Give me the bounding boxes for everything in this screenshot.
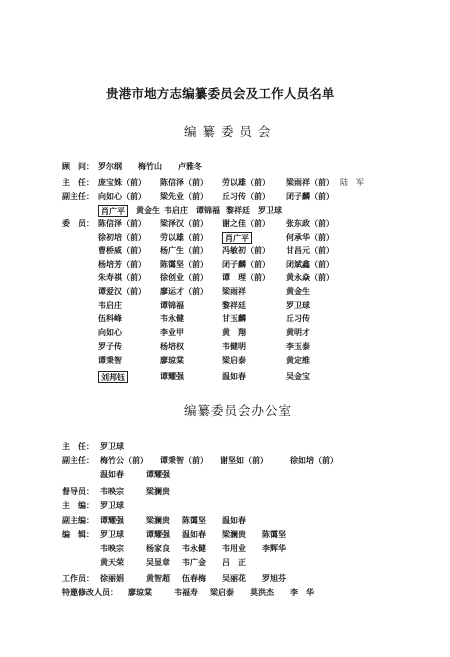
committee-member-name: 伍科峰 xyxy=(98,313,122,323)
committee-member-name: 劳以雄（前） xyxy=(222,177,270,187)
committee-member-name: 谢之佳（前） xyxy=(222,218,270,228)
committee-member-name: 杨培权 xyxy=(160,341,184,351)
committee-member-name: 吴金宝 xyxy=(286,371,310,381)
office-member-name: 谭秉智（前） xyxy=(160,455,208,465)
committee-member-name: 李业甲 xyxy=(160,327,184,337)
office-member-name: 徐丽娟 xyxy=(100,573,124,583)
committee-member-name: 闭斌鑫（前） xyxy=(286,259,334,269)
committee-member-name: 徐创业（前） xyxy=(160,272,208,282)
committee-member-name: 丘习传 xyxy=(286,313,310,323)
committee-member-name: 韦永健 xyxy=(160,313,184,323)
office-member-name: 谢坚如（前） xyxy=(220,455,268,465)
office-member-name: 陈霭坚 xyxy=(182,515,206,525)
committee-member-name: 罗卫球 xyxy=(258,205,282,215)
office-member-name: 梁启泰 xyxy=(210,587,234,597)
committee-member-name: 韦启庄 xyxy=(164,205,188,215)
committee-member-name: 徐初培（前） xyxy=(98,232,146,242)
committee-member-name: 杨培芳（前） xyxy=(98,259,146,269)
committee-member-name: 肖广平 xyxy=(98,205,128,217)
committee-member-name: 陈信泽（前） xyxy=(160,177,208,187)
committee-member-name: 罗尔纲 xyxy=(98,161,122,171)
office-member-name: 谭耀强 xyxy=(146,469,170,479)
committee-member-name: 黎祥廷 xyxy=(222,300,246,310)
office-member-name: 韦广金 xyxy=(182,557,206,567)
committee-member-name: 闭子麟（前） xyxy=(222,259,270,269)
committee-member-name: 陈信泽（前） xyxy=(98,218,146,228)
committee-member-name: 罗子传 xyxy=(98,341,122,351)
committee-member-name: 向如心（前） xyxy=(98,191,146,201)
committee-row-extra: 陆 军 xyxy=(340,178,364,187)
committee-heading: 编 纂 委 员 会 xyxy=(184,124,272,139)
office-member-name: 伍春梅 xyxy=(182,573,206,583)
committee-member-name: 梅竹山 xyxy=(138,161,162,171)
office-row-label: 主 任： xyxy=(62,441,94,451)
committee-member-name: 庞宝姝（前） xyxy=(98,177,146,187)
committee-member-name: 韦启庄 xyxy=(98,300,122,310)
committee-member-name: 冯敏初（前） xyxy=(222,245,270,255)
committee-member-name: 廖运才（前） xyxy=(160,286,208,296)
committee-member-name: 丘习传（前） xyxy=(222,191,270,201)
office-member-name: 罗旭芬 xyxy=(262,573,286,583)
office-member-name: 韦用业 xyxy=(222,543,246,553)
office-member-name: 谭耀强 xyxy=(146,529,170,539)
office-member-name: 吴显章 xyxy=(146,557,170,567)
committee-member-name: 谭爱汉（前） xyxy=(98,286,146,296)
office-row-label: 督导员： xyxy=(62,486,94,496)
office-member-name: 李 华 xyxy=(290,587,314,597)
committee-member-name: 廖琼棠 xyxy=(160,355,184,365)
office-row-label: 工作员： xyxy=(62,573,94,583)
committee-member-name: 梁先业（前） xyxy=(160,191,208,201)
office-member-name: 温如春 xyxy=(100,469,124,479)
office-row-label: 主 编： xyxy=(62,500,94,510)
committee-member-name: 梁雨祥（前） xyxy=(286,177,334,187)
committee-member-name: 谭 理（前） xyxy=(222,272,270,282)
committee-member-name: 黄金生 xyxy=(136,205,160,215)
committee-member-name: 甘玉麟 xyxy=(222,313,246,323)
committee-row-label: 委 员： xyxy=(62,218,94,228)
committee-member-name: 朱寿祺（前） xyxy=(98,272,146,282)
committee-member-name: 谭锦福 xyxy=(160,300,184,310)
committee-member-name: 杨广生（前） xyxy=(160,245,208,255)
committee-member-name: 温如春 xyxy=(222,371,246,381)
committee-member-name: 韦健明 xyxy=(222,341,246,351)
committee-row-label: 顾 问： xyxy=(62,161,94,171)
committee-member-name: 黄金生 xyxy=(286,286,310,296)
document-title: 贵港市地方志编纂委员会及工作人员名单 xyxy=(106,86,335,101)
office-member-name: 黄天荣 xyxy=(100,557,124,567)
committee-member-name: 劳以雄（前） xyxy=(160,232,208,242)
office-row-label: 编 辑： xyxy=(62,529,94,539)
committee-member-name: 罗卫球 xyxy=(286,300,310,310)
office-member-name: 梅竹公（前） xyxy=(100,455,148,465)
committee-member-name: 谭锦福 xyxy=(196,205,220,215)
office-member-name: 陈霭坚 xyxy=(262,529,286,539)
office-member-name: 韦映宗 xyxy=(100,543,124,553)
committee-member-name: 张东政（前） xyxy=(286,218,334,228)
committee-member-name: 何承华（前） xyxy=(286,232,334,242)
committee-member-name: 黄明才 xyxy=(286,327,310,337)
office-member-name: 黄智超 xyxy=(146,573,170,583)
committee-member-name: 黎祥廷 xyxy=(226,205,250,215)
office-member-name: 吕 正 xyxy=(222,557,246,567)
committee-member-name: 梁启泰 xyxy=(222,355,246,365)
office-member-name: 韦福寿 xyxy=(174,587,198,597)
office-member-name: 谭耀强 xyxy=(100,515,124,525)
committee-member-name: 谭秉智 xyxy=(98,355,122,365)
office-member-name: 廖琼棠 xyxy=(128,587,152,597)
committee-member-name: 甘昌元（前） xyxy=(286,245,334,255)
office-member-name: 罗卫球 xyxy=(100,500,124,510)
committee-member-name: 闭子麟（前） xyxy=(286,191,334,201)
committee-member-name: 黄定维 xyxy=(286,355,310,365)
committee-member-name: 谭耀强 xyxy=(160,371,184,381)
committee-row-label: 副主任： xyxy=(62,191,94,201)
committee-member-name: 黄永焱（前） xyxy=(286,272,334,282)
office-member-name: 温如春 xyxy=(222,515,246,525)
office-member-name: 韦映宗 xyxy=(100,486,124,496)
committee-member-name: 梁雨祥 xyxy=(222,286,246,296)
office-member-name: 梁澜贵 xyxy=(146,515,170,525)
office-row-label: 副主编： xyxy=(62,515,94,525)
office-row-label: 副主任： xyxy=(62,455,94,465)
committee-member-name: 向如心 xyxy=(98,327,122,337)
office-member-name: 杨家良 xyxy=(146,543,170,553)
office-member-name: 李辉华 xyxy=(262,543,286,553)
office-member-name: 韦永健 xyxy=(182,543,206,553)
office-member-name: 吴丽花 xyxy=(222,573,246,583)
committee-member-name: 曹桥威（前） xyxy=(98,245,146,255)
office-member-name: 徐如培（前） xyxy=(290,455,338,465)
office-member-name: 罗卫球 xyxy=(100,529,124,539)
committee-member-name: 肖广平 xyxy=(222,232,252,244)
office-member-name: 莫洪杰 xyxy=(250,587,274,597)
committee-member-name: 李玉泰 xyxy=(286,341,310,351)
committee-member-name: 刘邦钰 xyxy=(98,371,128,383)
committee-row-label: 主 任： xyxy=(62,177,94,187)
committee-member-name: 陈霭坚（前） xyxy=(160,259,208,269)
office-member-name: 罗卫球 xyxy=(100,441,124,451)
office-heading: 编纂委员会办公室 xyxy=(184,403,293,418)
committee-member-name: 梁泽汉（前） xyxy=(160,218,208,228)
office-member-name: 梁澜贵 xyxy=(222,529,246,539)
office-row-label: 特邀修改人员： xyxy=(62,587,118,597)
office-member-name: 温如春 xyxy=(182,529,206,539)
office-member-name: 梁澜贵 xyxy=(146,486,170,496)
committee-member-name: 卢雅冬 xyxy=(178,161,202,171)
committee-member-name: 黄 翔 xyxy=(222,327,246,337)
